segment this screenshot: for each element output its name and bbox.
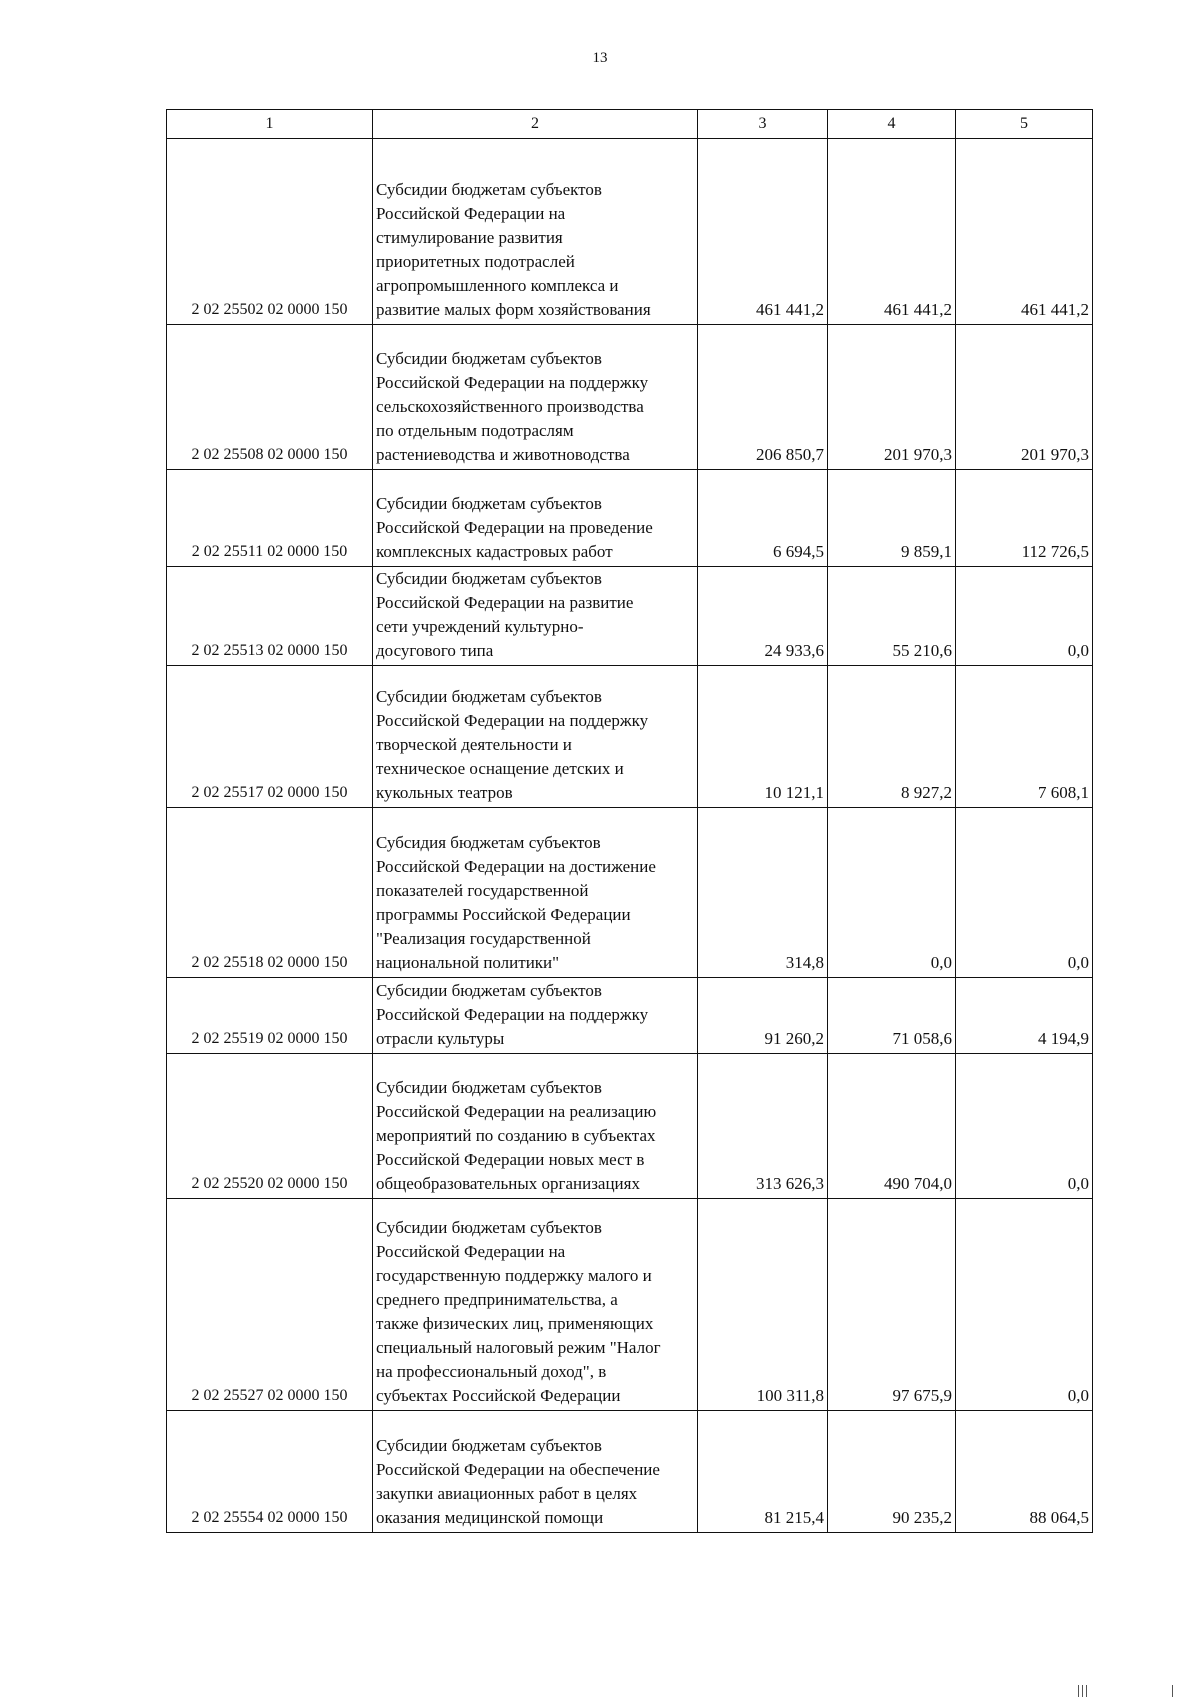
revenue-name: Субсидии бюджетам субъектов Российской Федерации на обеспечение закупки авиационных работ в целях оказания медицинской помощи <box>373 1411 698 1533</box>
budget-code: 2 02 25554 02 0000 150 <box>167 1411 373 1533</box>
budget-code: 2 02 25502 02 0000 150 <box>167 139 373 325</box>
table-row <box>167 1411 1093 1533</box>
scan-edge-mark <box>1086 1685 1087 1697</box>
revenue-name: Субсидии бюджетам субъектов Российской Федерации на поддержку творческой деятельности и техническое оснащение детских и кукольных театров <box>373 666 698 808</box>
scan-edge-mark <box>1172 1685 1173 1697</box>
amount-col3: 91 260,2 <box>698 978 828 1054</box>
amount-col4: 9 859,1 <box>828 470 956 567</box>
amount-col3: 6 694,5 <box>698 470 828 567</box>
amount-col5: 201 970,3 <box>956 325 1093 470</box>
amount-col4: 201 970,3 <box>828 325 956 470</box>
table-row <box>167 808 1093 978</box>
amount-col3: 313 626,3 <box>698 1054 828 1199</box>
column-header-1: 1 <box>167 110 373 139</box>
amount-col3: 24 933,6 <box>698 567 828 666</box>
budget-code: 2 02 25511 02 0000 150 <box>167 470 373 567</box>
page-number: 13 <box>592 50 608 66</box>
budget-table <box>166 109 1093 1533</box>
column-header-4: 4 <box>828 110 956 139</box>
scan-edge-mark <box>1082 1685 1083 1697</box>
amount-col4: 0,0 <box>828 808 956 978</box>
amount-col5: 88 064,5 <box>956 1411 1093 1533</box>
amount-col5: 0,0 <box>956 567 1093 666</box>
amount-col4: 461 441,2 <box>828 139 956 325</box>
table-row <box>167 325 1093 470</box>
scan-edge-mark <box>1078 1685 1079 1697</box>
table-row <box>167 666 1093 808</box>
amount-col4: 490 704,0 <box>828 1054 956 1199</box>
budget-code: 2 02 25519 02 0000 150 <box>167 978 373 1054</box>
amount-col5: 112 726,5 <box>956 470 1093 567</box>
budget-code: 2 02 25508 02 0000 150 <box>167 325 373 470</box>
revenue-name: Субсидии бюджетам субъектов Российской Федерации на развитие сети учреждений культурно- досугового типа <box>373 567 698 666</box>
column-header-2: 2 <box>373 110 698 139</box>
amount-col4: 90 235,2 <box>828 1411 956 1533</box>
header-row <box>167 110 1093 139</box>
amount-col5: 0,0 <box>956 1054 1093 1199</box>
amount-col3: 461 441,2 <box>698 139 828 325</box>
amount-col3: 206 850,7 <box>698 325 828 470</box>
table-row <box>167 1054 1093 1199</box>
table-row <box>167 978 1093 1054</box>
table-row <box>167 139 1093 325</box>
column-header-3: 3 <box>698 110 828 139</box>
table-row <box>167 567 1093 666</box>
budget-code: 2 02 25517 02 0000 150 <box>167 666 373 808</box>
amount-col5: 7 608,1 <box>956 666 1093 808</box>
amount-col5: 461 441,2 <box>956 139 1093 325</box>
budget-code: 2 02 25520 02 0000 150 <box>167 1054 373 1199</box>
amount-col3: 81 215,4 <box>698 1411 828 1533</box>
amount-col4: 55 210,6 <box>828 567 956 666</box>
budget-code: 2 02 25518 02 0000 150 <box>167 808 373 978</box>
budget-code: 2 02 25527 02 0000 150 <box>167 1199 373 1411</box>
amount-col5: 0,0 <box>956 808 1093 978</box>
amount-col4: 8 927,2 <box>828 666 956 808</box>
revenue-name: Субсидии бюджетам субъектов Российской Федерации на поддержку отрасли культуры <box>373 978 698 1054</box>
amount-col5: 0,0 <box>956 1199 1093 1411</box>
revenue-name: Субсидии бюджетам субъектов Российской Федерации на проведение комплексных кадастровых работ <box>373 470 698 567</box>
revenue-name: Субсидии бюджетам субъектов Российской Федерации на поддержку сельскохозяйственного производства по отдельным подотраслям растениеводства и животноводства <box>373 325 698 470</box>
amount-col5: 4 194,9 <box>956 978 1093 1054</box>
amount-col4: 71 058,6 <box>828 978 956 1054</box>
amount-col3: 100 311,8 <box>698 1199 828 1411</box>
amount-col3: 314,8 <box>698 808 828 978</box>
revenue-name: Субсидия бюджетам субъектов Российской Федерации на достижение показателей государственной программы Российской Федерации "Реализация государственной национальной политики" <box>373 808 698 978</box>
revenue-name: Субсидии бюджетам субъектов Российской Федерации на реализацию мероприятий по созданию в субъектах Российской Федерации новых мест в общеобразовательных организациях <box>373 1054 698 1199</box>
table-row <box>167 1199 1093 1411</box>
revenue-name: Субсидии бюджетам субъектов Российской Федерации на государственную поддержку малого и среднего предпринимательства, а также физических лиц, применяющих специальный налоговый режим "Налог на профессиональный доход", в субъектах Российской Федерации <box>373 1199 698 1411</box>
amount-col4: 97 675,9 <box>828 1199 956 1411</box>
amount-col3: 10 121,1 <box>698 666 828 808</box>
column-header-5: 5 <box>956 110 1093 139</box>
budget-code: 2 02 25513 02 0000 150 <box>167 567 373 666</box>
table-row <box>167 470 1093 567</box>
revenue-name: Субсидии бюджетам субъектов Российской Федерации на стимулирование развития приоритетных подотраслей агропромышленного комплекса и развитие малых форм хозяйствования <box>373 139 698 325</box>
